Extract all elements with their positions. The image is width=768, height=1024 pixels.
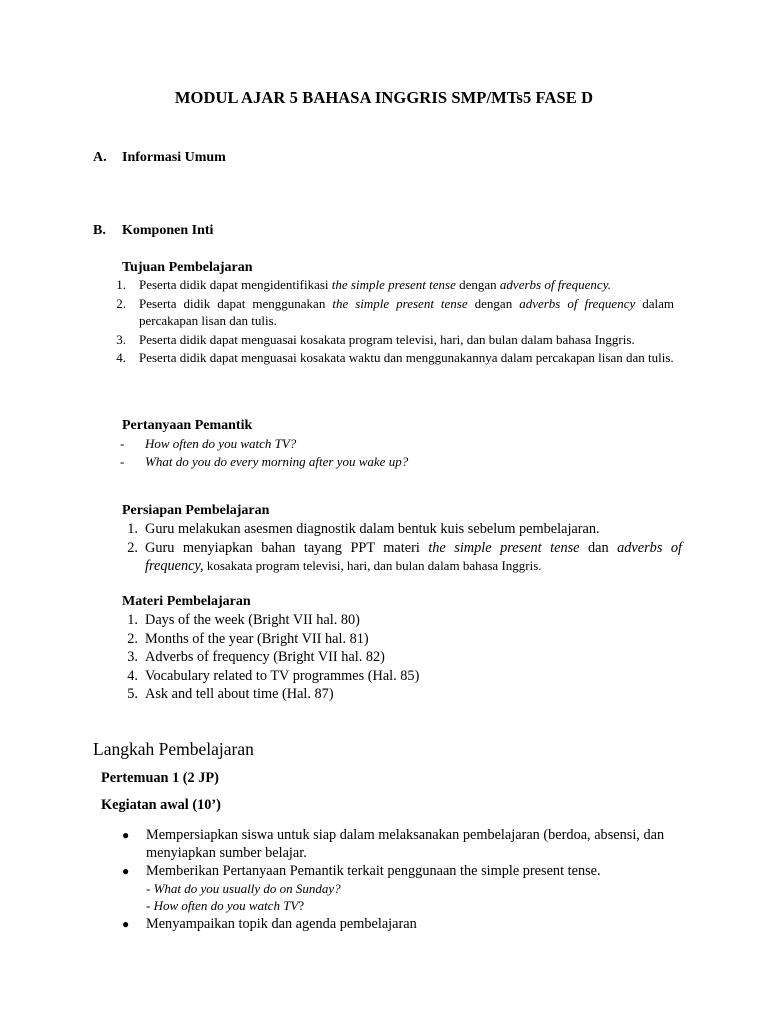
pertanyaan-list (120, 435, 690, 470)
item-emphasis: the simple present tense (331, 277, 456, 292)
item-text: dalam percakapan lisan dan tulis. (139, 295, 675, 328)
item-text: Adverbs of frequency (Bright VII hal. 82) (145, 649, 385, 665)
item-text: Ask and tell about time (Hal. 87) (145, 686, 334, 702)
item-emphasis: the simple present tense (428, 539, 580, 556)
item-subtext: - What do you usually do on Sunday? (146, 881, 341, 896)
list-item (104, 276, 674, 294)
item-subtext: - How often do you watch TV (146, 898, 299, 913)
item-text: dengan (467, 295, 520, 311)
bullet-icon: ● (122, 828, 130, 842)
list-item (104, 295, 674, 330)
list-dash: - (120, 436, 125, 451)
list-number: 2. (116, 295, 126, 311)
section-a-letter: A. (93, 150, 107, 165)
item-text: Days of the week (Bright VII hal. 80) (145, 612, 360, 628)
item-text: kosakata program televisi, hari, dan bulan dalam bahasa Inggris. (203, 558, 542, 573)
list-item (122, 667, 682, 686)
langkah-heading: Langkah Pembelajaran (93, 739, 254, 759)
list-number: 4. (127, 667, 138, 684)
item-text: Guru melakukan asesmen diagnostik dalam bentuk kuis sebelum pembelajaran. (145, 521, 600, 537)
list-number: 3. (116, 331, 126, 347)
item-text: Peserta didik dapat menguasai kosakata waktu dan menggunakannya dalam percakapan lisan dan tulis. (139, 350, 674, 365)
item-text: . (607, 277, 611, 292)
list-item (122, 630, 682, 649)
list-number: 1. (116, 277, 126, 292)
list-item (120, 862, 680, 914)
item-text: Peserta didik dapat mengidentifikasi (139, 277, 332, 292)
item-text: Guru menyiapkan bahan tayang PPT materi (145, 539, 429, 556)
tujuan-heading: Tujuan Pembelajaran (122, 260, 253, 275)
list-dash: - (120, 453, 125, 469)
list-number: 4. (116, 350, 126, 365)
item-text: Peserta didik dapat menggunakan (139, 295, 333, 311)
list-item (122, 539, 682, 576)
item-emphasis: adverbs of frequency (499, 277, 608, 292)
bullet-icon: ● (122, 917, 130, 931)
materi-list (122, 611, 682, 704)
item-text: Memberikan Pertanyaan Pemantik terkait penggunaan the simple present tense. (146, 863, 601, 879)
section-b-letter: B. (93, 223, 106, 238)
tujuan-list (104, 276, 674, 368)
page-title: MODUL AJAR 5 BAHASA INGGRIS SMP/MTs5 FASE D (174, 88, 594, 107)
list-number: 5. (127, 686, 138, 702)
list-item (120, 826, 680, 862)
item-subtext: ? (298, 898, 305, 913)
kegiatan-heading: Kegiatan awal (10’) (101, 797, 221, 813)
persiapan-heading: Persiapan Pembelajaran (122, 503, 270, 518)
list-item (120, 453, 690, 471)
list-item (120, 915, 680, 933)
section-a-label: Informasi Umum (122, 150, 226, 165)
materi-heading: Materi Pembelajaran (122, 594, 251, 609)
persiapan-list (122, 520, 682, 576)
list-number: 2. (127, 630, 138, 647)
list-item (104, 349, 674, 367)
item-emphasis: the simple present tense (332, 295, 468, 311)
item-emphasis: adverbs of frequency (519, 295, 636, 311)
item-text: How often do you watch TV? (145, 436, 297, 451)
list-item (122, 648, 682, 667)
list-number: 3. (127, 649, 138, 665)
item-text: Mempersiapkan siswa untuk siap dalam melaksanakan pembelajaran (berdoa, absensi, dan menyiapkan sumber belajar. (146, 827, 665, 861)
item-text: Months of the year (Bright VII hal. 81) (145, 630, 369, 647)
item-text: dan (579, 539, 618, 556)
item-text: What do you do every morning after you wake up? (145, 453, 409, 469)
item-emphasis: adverbs of frequency, (145, 539, 682, 574)
item-text: Peserta didik dapat menguasai kosakata program televisi, hari, dan bulan dalam bahasa Inggris. (139, 331, 635, 347)
item-text: Vocabulary related to TV programmes (Hal. 85) (145, 667, 420, 684)
bullet-icon: ● (122, 864, 130, 878)
list-number: 1. (127, 521, 138, 537)
section-b-label: Komponen Inti (122, 223, 214, 238)
list-item (122, 520, 682, 539)
list-item (104, 331, 674, 349)
list-item (122, 611, 682, 630)
list-number: 2. (127, 539, 138, 556)
list-item (120, 435, 690, 453)
item-text: dengan (455, 277, 500, 292)
list-number: 1. (127, 612, 138, 628)
kegiatan-bullets (120, 826, 680, 933)
list-item (122, 685, 682, 704)
pertanyaan-heading: Pertanyaan Pemantik (122, 418, 253, 433)
pertemuan-heading: Pertemuan 1 (2 JP) (101, 770, 219, 786)
item-text: Menyampaikan topik dan agenda pembelajaran (146, 916, 417, 932)
